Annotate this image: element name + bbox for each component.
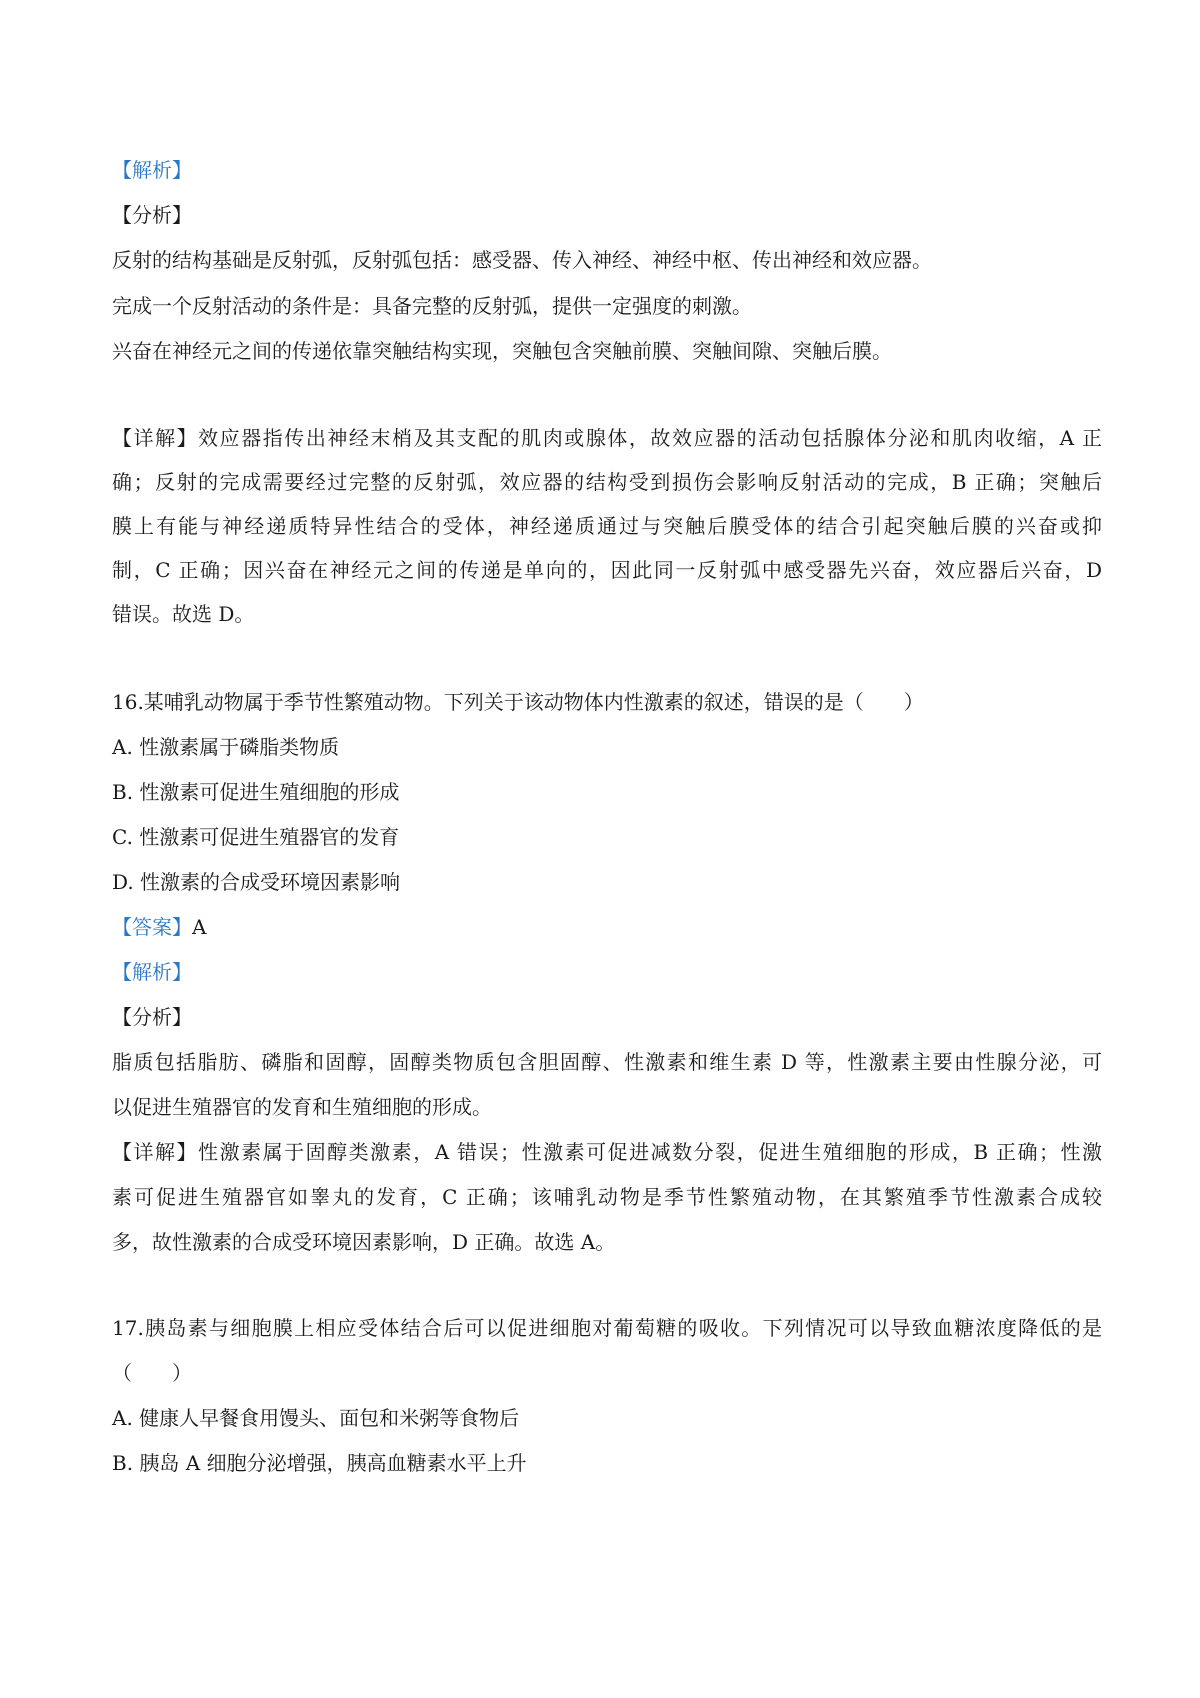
detail-line-q15: 确；反射的完成需要经过完整的反射弧，效应器的结构受到损伤会影响反射活动的完成，B 正确；突触后 bbox=[112, 470, 1102, 494]
answer-line-q16 bbox=[112, 913, 1102, 941]
analysis-line-q16: 以促进生殖器官的发育和生殖细胞的形成。 bbox=[112, 1095, 492, 1119]
answer-value: A bbox=[192, 915, 207, 939]
detail-line-q16: 素可促进生殖器官如睾丸的发育，C 正确；该哺乳动物是季节性繁殖动物，在其繁殖季节性激素合成较 bbox=[112, 1185, 1102, 1209]
jiexi-label-q16: 【解析】 bbox=[112, 960, 192, 984]
answer-label: 【答案】 bbox=[112, 915, 192, 939]
analysis-line-q15: 反射的结构基础是反射弧，反射弧包括：感受器、传入神经、神经中枢、传出神经和效应器。 bbox=[112, 248, 932, 272]
detail-line-q16: 【详解】性激素属于固醇类激素，A 错误；性激素可促进减数分裂，促进生殖细胞的形成，B 正确；性激 bbox=[112, 1140, 1102, 1164]
option-d-q16: D. 性激素的合成受环境因素影响 bbox=[112, 870, 401, 894]
option-b-q16: B. 性激素可促进生殖细胞的形成 bbox=[112, 780, 400, 804]
fenxi-label-q16: 【分析】 bbox=[112, 1005, 192, 1029]
option-c-q16: C. 性激素可促进生殖器官的发育 bbox=[112, 825, 400, 849]
question-17-stem: 17.胰岛素与细胞膜上相应受体结合后可以促进细胞对葡萄糖的吸收。下列情况可以导致血糖浓度降低的是 bbox=[112, 1316, 1102, 1340]
jiexi-label-q15: 【解析】 bbox=[112, 158, 192, 182]
detail-line-q15: 错误。故选 D。 bbox=[112, 602, 255, 626]
question-16-stem: 16.某哺乳动物属于季节性繁殖动物。下列关于该动物体内性激素的叙述，错误的是（ ） bbox=[112, 690, 924, 714]
detail-line-q15: 【详解】效应器指传出神经末梢及其支配的肌肉或腺体，故效应器的活动包括腺体分泌和肌肉收缩，A 正 bbox=[112, 426, 1102, 450]
analysis-line-q15: 完成一个反射活动的条件是：具备完整的反射弧，提供一定强度的刺激。 bbox=[112, 294, 752, 318]
option-b-q17: B. 胰岛 A 细胞分泌增强，胰高血糖素水平上升 bbox=[112, 1451, 527, 1475]
fenxi-label-q15: 【分析】 bbox=[112, 203, 192, 227]
option-a-q17: A. 健康人早餐食用馒头、面包和米粥等食物后 bbox=[112, 1406, 520, 1430]
detail-line-q15: 膜上有能与神经递质特异性结合的受体，神经递质通过与突触后膜受体的结合引起突触后膜的兴奋或抑 bbox=[112, 514, 1102, 538]
analysis-line-q15: 兴奋在神经元之间的传递依靠突触结构实现，突触包含突触前膜、突触间隙、突触后膜。 bbox=[112, 339, 892, 363]
question-17-stem-tail: （ ） bbox=[112, 1361, 192, 1385]
detail-line-q16: 多，故性激素的合成受环境因素影响，D 正确。故选 A。 bbox=[112, 1230, 616, 1254]
option-a-q16: A. 性激素属于磷脂类物质 bbox=[112, 735, 340, 759]
analysis-line-q16: 脂质包括脂肪、磷脂和固醇，固醇类物质包含胆固醇、性激素和维生素 D 等，性激素主要由性腺分泌，可 bbox=[112, 1050, 1102, 1074]
detail-line-q15: 制，C 正确；因兴奋在神经元之间的传递是单向的，因此同一反射弧中感受器先兴奋，效应器后兴奋，D bbox=[112, 558, 1102, 582]
